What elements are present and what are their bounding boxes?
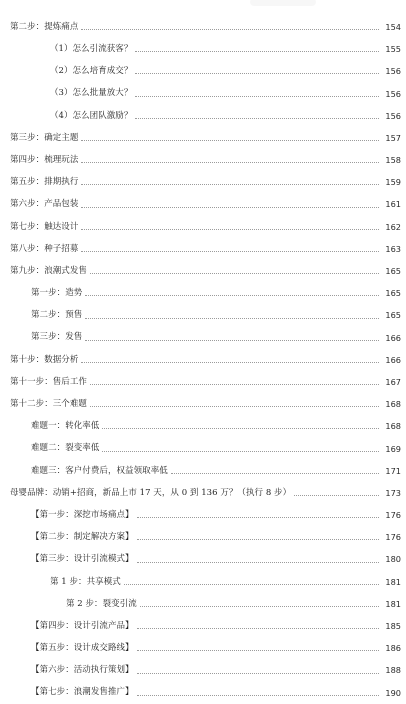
toc-title: 第六步：产品包装 xyxy=(10,199,79,210)
page-number: 176 xyxy=(385,532,401,543)
toc-title: 第七步：触达设计 xyxy=(10,221,79,232)
dot-leader xyxy=(90,272,379,274)
page-number: 156 xyxy=(385,88,401,99)
toc-row xyxy=(0,571,406,593)
dot-leader xyxy=(135,72,379,74)
toc-title: （1）怎么引流获客？ xyxy=(50,44,133,55)
toc-row xyxy=(0,593,406,615)
toc-row xyxy=(0,504,406,526)
dot-leader xyxy=(135,50,379,52)
toc-title: 第五步：排期执行 xyxy=(10,177,79,188)
toc-title: （4）怎么团队激励？ xyxy=(50,110,133,121)
toc-title: 【第六步：活动执行策划】 xyxy=(31,665,134,676)
dot-leader xyxy=(137,694,379,696)
page-number: 163 xyxy=(385,243,401,254)
page-number: 190 xyxy=(385,687,401,698)
toc-row xyxy=(0,349,406,371)
toc-row xyxy=(0,260,406,282)
page-number: 181 xyxy=(385,576,401,587)
toc-row xyxy=(0,438,406,460)
toc-title: 第十二步：三个难题 xyxy=(10,399,87,410)
page-number: 185 xyxy=(385,621,401,632)
toc-title: 【第五步：设计成交路线】 xyxy=(31,643,134,654)
toc-title: 第 1 步：共享模式 xyxy=(50,576,121,587)
page-number: 166 xyxy=(385,332,401,343)
dot-leader xyxy=(85,339,379,341)
table-of-contents xyxy=(0,16,406,704)
toc-title: 【第一步：深挖市场痛点】 xyxy=(31,509,134,520)
toc-row xyxy=(0,371,406,393)
dot-leader xyxy=(81,250,379,252)
toc-row xyxy=(0,460,406,482)
toc-title: 第 2 步：裂变引流 xyxy=(66,598,137,609)
toc-title: 【第二步：制定解决方案】 xyxy=(31,532,134,543)
page-number: 155 xyxy=(385,44,401,55)
toc-row xyxy=(0,304,406,326)
toc-row xyxy=(0,682,406,704)
page-number: 162 xyxy=(385,221,401,232)
dot-leader xyxy=(102,427,379,429)
toc-row xyxy=(0,194,406,216)
dot-leader xyxy=(137,627,379,629)
page-number: 176 xyxy=(385,510,401,521)
toc-title: 第十一步：售后工作 xyxy=(10,376,87,387)
toc-row xyxy=(0,127,406,149)
toc-row xyxy=(0,171,406,193)
toc-row xyxy=(0,83,406,105)
page-number: 158 xyxy=(385,155,401,166)
toc-row xyxy=(0,526,406,548)
page-number: 156 xyxy=(385,66,401,77)
toc-title: 第八步：种子招募 xyxy=(10,243,79,254)
toc-row xyxy=(0,549,406,571)
page-number: 157 xyxy=(385,132,401,143)
toc-title: 难题三：客户付费后，权益领取率低 xyxy=(31,465,168,476)
toc-row xyxy=(0,60,406,82)
toc-row xyxy=(0,149,406,171)
toc-title: 第三步：确定主题 xyxy=(10,132,79,143)
toc-row xyxy=(0,38,406,60)
dot-leader xyxy=(81,28,379,30)
page-number: 165 xyxy=(385,266,401,277)
page-number: 165 xyxy=(385,288,401,299)
toc-row xyxy=(0,415,406,437)
toc-row xyxy=(0,615,406,637)
dot-leader xyxy=(102,450,379,452)
page-number: 168 xyxy=(385,421,401,432)
top-watermark-mark xyxy=(250,0,316,6)
page-number: 161 xyxy=(385,199,401,210)
toc-title: （2）怎么培育成交？ xyxy=(50,66,133,77)
dot-leader xyxy=(85,317,379,319)
page-number: 156 xyxy=(385,110,401,121)
page-number: 154 xyxy=(385,21,401,32)
toc-title: 难题二：裂变率低 xyxy=(31,443,100,454)
toc-title: 【第三步：设计引流模式】 xyxy=(31,554,134,565)
page-number: 181 xyxy=(385,598,401,609)
toc-title: 【第四步：设计引流产品】 xyxy=(31,620,134,631)
toc-title: 第三步：发售 xyxy=(31,332,83,343)
dot-leader xyxy=(135,95,379,97)
dot-leader xyxy=(137,516,379,518)
page-number: 169 xyxy=(385,443,401,454)
toc-row xyxy=(0,637,406,659)
page-number: 171 xyxy=(385,465,401,476)
toc-row xyxy=(0,282,406,304)
toc-row xyxy=(0,482,406,504)
dot-leader xyxy=(294,494,379,496)
toc-title: 【第七步：浪潮发售推广】 xyxy=(31,687,134,698)
page-number: 186 xyxy=(385,643,401,654)
toc-title: 难题一：转化率低 xyxy=(31,421,100,432)
toc-row xyxy=(0,16,406,38)
toc-title: 第十步：数据分析 xyxy=(10,354,79,365)
dot-leader xyxy=(171,472,379,474)
dot-leader xyxy=(137,561,379,563)
dot-leader xyxy=(124,583,379,585)
toc-title: 母婴品牌：动销+招商，新品上市 17 天，从 0 到 136 万？（执行 8 步） xyxy=(10,487,292,498)
page-number: 159 xyxy=(385,177,401,188)
toc-row xyxy=(0,393,406,415)
dot-leader xyxy=(81,206,379,208)
toc-title: （3）怎么批量放大？ xyxy=(50,88,133,99)
page-number: 173 xyxy=(385,487,401,498)
dot-leader xyxy=(81,183,379,185)
page-number: 188 xyxy=(385,665,401,676)
toc-row xyxy=(0,105,406,127)
page-number: 166 xyxy=(385,354,401,365)
toc-title: 第二步：提炼痛点 xyxy=(10,21,79,32)
dot-leader xyxy=(90,405,379,407)
page-number: 167 xyxy=(385,376,401,387)
dot-leader xyxy=(137,538,379,540)
toc-row xyxy=(0,659,406,681)
dot-leader xyxy=(140,605,379,607)
dot-leader xyxy=(81,139,379,141)
toc-title: 第二步：预售 xyxy=(31,310,83,321)
dot-leader xyxy=(85,294,379,296)
dot-leader xyxy=(81,228,379,230)
toc-row xyxy=(0,238,406,260)
dot-leader xyxy=(90,383,379,385)
page-number: 165 xyxy=(385,310,401,321)
toc-title: 第四步：梳理玩法 xyxy=(10,154,79,165)
dot-leader xyxy=(81,161,379,163)
dot-leader xyxy=(81,361,379,363)
page-number: 168 xyxy=(385,399,401,410)
dot-leader xyxy=(137,649,379,651)
dot-leader xyxy=(135,117,379,119)
page-number: 180 xyxy=(385,554,401,565)
toc-row xyxy=(0,216,406,238)
dot-leader xyxy=(137,672,379,674)
toc-title: 第一步：造势 xyxy=(31,288,83,299)
toc-title: 第九步：浪潮式发售 xyxy=(10,265,87,276)
toc-row xyxy=(0,327,406,349)
